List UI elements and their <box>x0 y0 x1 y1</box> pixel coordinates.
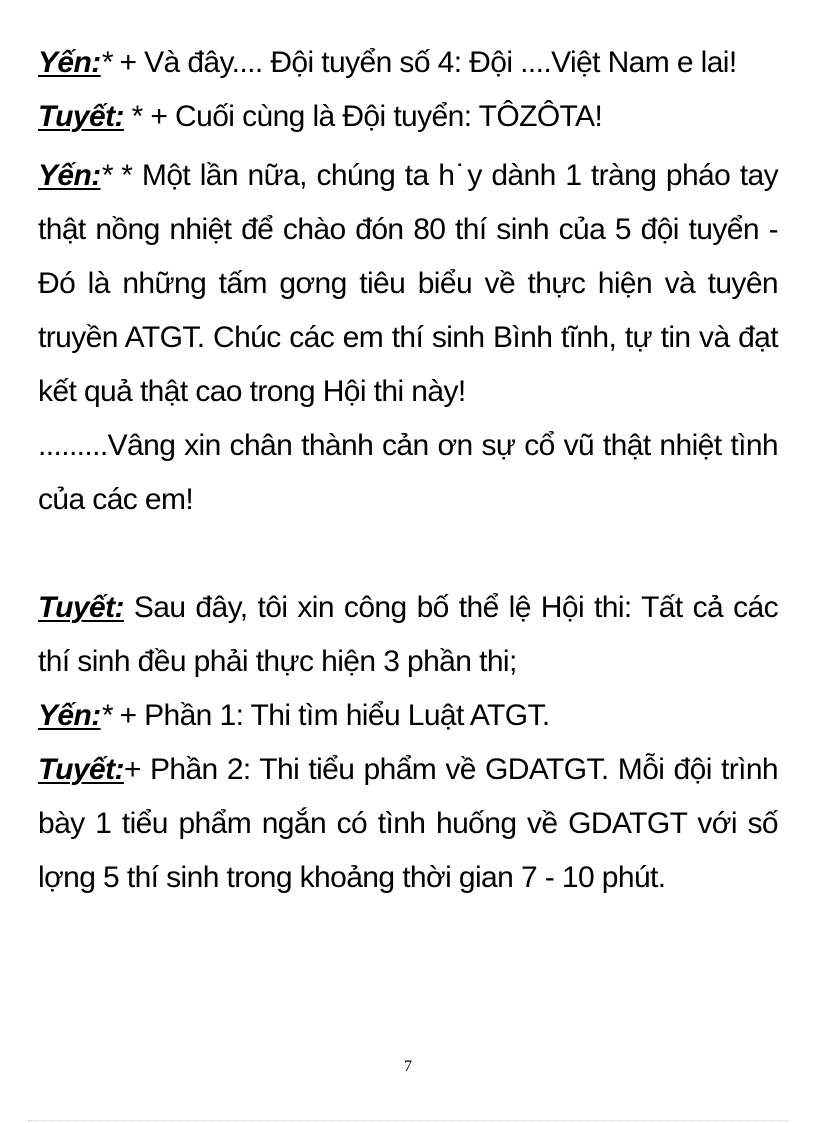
footer-divider <box>28 1120 788 1121</box>
line-tuyet-part-2 <box>38 743 778 905</box>
line-yen-part-1 <box>38 689 778 743</box>
speaker-label-yen: Yến: <box>38 699 101 732</box>
page-number: 7 <box>404 1058 412 1075</box>
line-text: + Phần 1: Thi tìm hiểu Luật ATGT. <box>111 699 550 732</box>
line-tuyet-rules <box>38 581 778 689</box>
speaker-label-yen: Yến: <box>38 159 101 192</box>
blank-line <box>38 527 778 581</box>
line-thanks <box>38 419 778 527</box>
line-text: * + Cuối cùng là Đội tuyển: TÔZÔTA! <box>123 100 603 133</box>
line-text: + Và đây.... Đội tuyển số 4: Đội ....Việt Nam e lai! <box>111 46 737 79</box>
speaker-label-tuyet: Tuyết: <box>38 753 124 786</box>
star-mark: * <box>100 46 112 79</box>
line-tuyet-last-team <box>38 90 778 144</box>
line-yen-applause <box>38 149 778 419</box>
line-text: Sau đây, tôi xin công bố thể lệ Hội thi: Tất cả các thí sinh đều phải thực hiện 3 phần thi; <box>38 591 778 678</box>
star-mark: * <box>100 159 112 192</box>
speaker-label-yen: Yến: <box>38 46 101 79</box>
line-text: .........Vâng xin chân thành cản ơn sự cổ vũ thật nhiệt tình của các em! <box>38 429 778 516</box>
speaker-label-tuyet: Tuyết: <box>38 591 124 624</box>
star-mark: * <box>100 699 112 732</box>
speaker-label-tuyet: Tuyết: <box>38 100 124 133</box>
script-body <box>38 36 778 905</box>
line-yen-team-4 <box>38 36 778 90</box>
line-text: + Phần 2: Thi tiểu phẩm về GDATGT. Mỗi đội trình bày 1 tiểu phẩm ngắn có tình huống về GDATGT với số lợng 5 thí sinh trong khoảng thời gian 7 - 10 phút. <box>38 753 778 894</box>
line-text: * Một lần nữa, chúng ta h˙y dành 1 tràng pháo tay thật nồng nhiệt để chào đón 80 thí sinh của 5 đội tuyển - Đó là những tấm gơng tiêu biểu về thực hiện và tuyên truyền ATGT. Chúc các em thí sinh Bình tĩnh, tự tin và đạt kết quả thật cao trong Hội thi này! <box>38 159 778 408</box>
